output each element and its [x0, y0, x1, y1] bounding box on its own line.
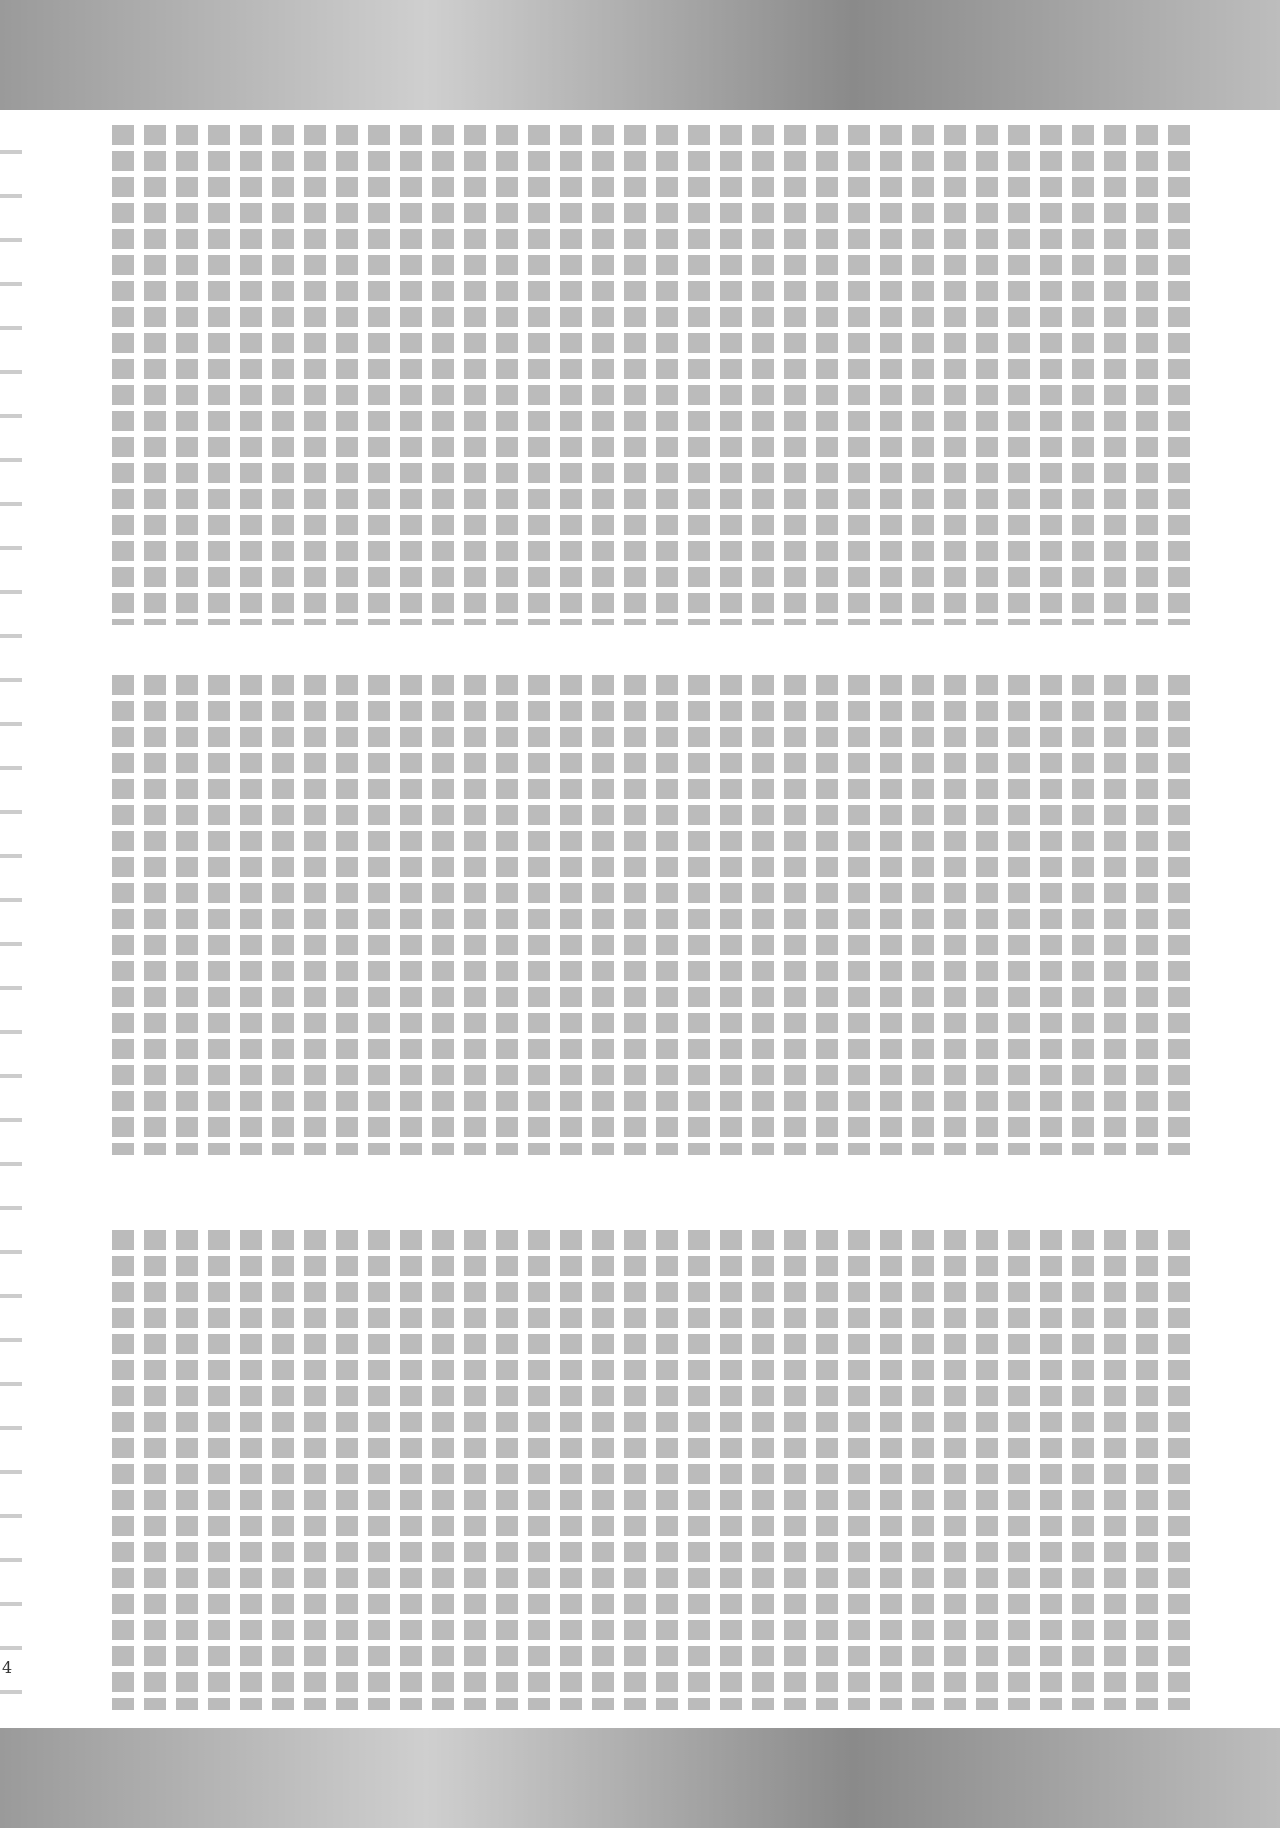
text-column-placeholder	[272, 1230, 294, 1710]
text-column-placeholder	[496, 675, 518, 1155]
text-column-placeholder	[880, 1230, 902, 1710]
text-column-placeholder	[1168, 1230, 1190, 1710]
text-column-placeholder	[1168, 125, 1190, 625]
text-column-placeholder	[208, 125, 230, 625]
text-column-placeholder	[528, 675, 550, 1155]
text-column-placeholder	[464, 675, 486, 1155]
text-column-placeholder	[176, 1230, 198, 1710]
text-column-placeholder	[496, 1230, 518, 1710]
text-block-middle	[110, 675, 1190, 1155]
text-column-placeholder	[368, 1230, 390, 1710]
text-column-placeholder	[304, 125, 326, 625]
text-column-placeholder	[592, 1230, 614, 1710]
text-column-placeholder	[464, 1230, 486, 1710]
text-column-placeholder	[528, 125, 550, 625]
text-column-placeholder	[432, 1230, 454, 1710]
text-column-placeholder	[944, 1230, 966, 1710]
text-column-placeholder	[912, 1230, 934, 1710]
text-column-placeholder	[592, 675, 614, 1155]
text-column-placeholder	[624, 125, 646, 625]
text-column-placeholder	[1136, 1230, 1158, 1710]
text-column-placeholder	[912, 125, 934, 625]
text-column-placeholder	[304, 1230, 326, 1710]
text-column-placeholder	[1040, 675, 1062, 1155]
text-column-placeholder	[176, 675, 198, 1155]
text-column-placeholder	[880, 125, 902, 625]
text-column-placeholder	[656, 1230, 678, 1710]
text-column-placeholder	[784, 1230, 806, 1710]
text-column-placeholder	[1040, 125, 1062, 625]
text-column-placeholder	[912, 675, 934, 1155]
text-column-placeholder	[720, 675, 742, 1155]
text-column-placeholder	[816, 125, 838, 625]
text-column-placeholder	[944, 125, 966, 625]
page-number: 4	[2, 1658, 13, 1677]
text-column-placeholder	[112, 125, 134, 625]
text-column-placeholder	[1136, 675, 1158, 1155]
text-column-placeholder	[176, 125, 198, 625]
text-column-placeholder	[784, 675, 806, 1155]
text-column-placeholder	[816, 675, 838, 1155]
text-column-placeholder	[560, 675, 582, 1155]
text-column-placeholder	[1072, 1230, 1094, 1710]
text-column-placeholder	[208, 675, 230, 1155]
text-column-placeholder	[432, 125, 454, 625]
text-column-placeholder	[624, 675, 646, 1155]
text-column-placeholder	[720, 1230, 742, 1710]
text-column-placeholder	[304, 675, 326, 1155]
text-column-placeholder	[1008, 1230, 1030, 1710]
text-column-placeholder	[1104, 125, 1126, 625]
text-column-placeholder	[400, 125, 422, 625]
text-column-placeholder	[464, 125, 486, 625]
text-column-placeholder	[336, 675, 358, 1155]
text-column-placeholder	[272, 675, 294, 1155]
text-column-placeholder	[240, 125, 262, 625]
text-column-placeholder	[560, 1230, 582, 1710]
text-column-placeholder	[1072, 675, 1094, 1155]
text-column-placeholder	[1136, 125, 1158, 625]
text-column-placeholder	[1008, 125, 1030, 625]
text-column-placeholder	[208, 1230, 230, 1710]
text-column-placeholder	[976, 1230, 998, 1710]
text-column-placeholder	[368, 675, 390, 1155]
text-block-bottom	[110, 1230, 1190, 1710]
text-column-placeholder	[720, 125, 742, 625]
text-column-placeholder	[240, 675, 262, 1155]
text-column-placeholder	[1008, 675, 1030, 1155]
text-block-top	[110, 125, 1190, 625]
illustration-top	[0, 0, 1280, 110]
text-column-placeholder	[688, 1230, 710, 1710]
text-column-placeholder	[976, 675, 998, 1155]
text-column-placeholder	[848, 125, 870, 625]
text-column-placeholder	[1104, 675, 1126, 1155]
text-column-placeholder	[368, 125, 390, 625]
text-column-placeholder	[976, 125, 998, 625]
text-column-placeholder	[848, 675, 870, 1155]
text-column-placeholder	[784, 125, 806, 625]
text-column-placeholder	[1040, 1230, 1062, 1710]
text-column-placeholder	[944, 675, 966, 1155]
text-column-placeholder	[1072, 125, 1094, 625]
text-column-placeholder	[496, 125, 518, 625]
text-column-placeholder	[592, 125, 614, 625]
text-column-placeholder	[624, 1230, 646, 1710]
text-column-placeholder	[528, 1230, 550, 1710]
text-column-placeholder	[752, 675, 774, 1155]
text-column-placeholder	[656, 675, 678, 1155]
illustration-bottom	[0, 1728, 1280, 1828]
text-column-placeholder	[144, 125, 166, 625]
text-column-placeholder	[272, 125, 294, 625]
text-column-placeholder	[400, 675, 422, 1155]
text-column-placeholder	[400, 1230, 422, 1710]
text-column-placeholder	[880, 675, 902, 1155]
text-column-placeholder	[144, 1230, 166, 1710]
text-column-placeholder	[656, 125, 678, 625]
text-column-placeholder	[1104, 1230, 1126, 1710]
text-column-placeholder	[336, 1230, 358, 1710]
text-column-placeholder	[112, 675, 134, 1155]
text-column-placeholder	[752, 125, 774, 625]
text-column-placeholder	[688, 675, 710, 1155]
spiral-binding-edge	[0, 110, 22, 1728]
text-column-placeholder	[848, 1230, 870, 1710]
text-column-placeholder	[336, 125, 358, 625]
text-column-placeholder	[816, 1230, 838, 1710]
text-column-placeholder	[432, 675, 454, 1155]
text-column-placeholder	[1168, 675, 1190, 1155]
text-column-placeholder	[688, 125, 710, 625]
text-column-placeholder	[112, 1230, 134, 1710]
text-column-placeholder	[752, 1230, 774, 1710]
text-column-placeholder	[144, 675, 166, 1155]
text-column-placeholder	[240, 1230, 262, 1710]
text-column-placeholder	[560, 125, 582, 625]
